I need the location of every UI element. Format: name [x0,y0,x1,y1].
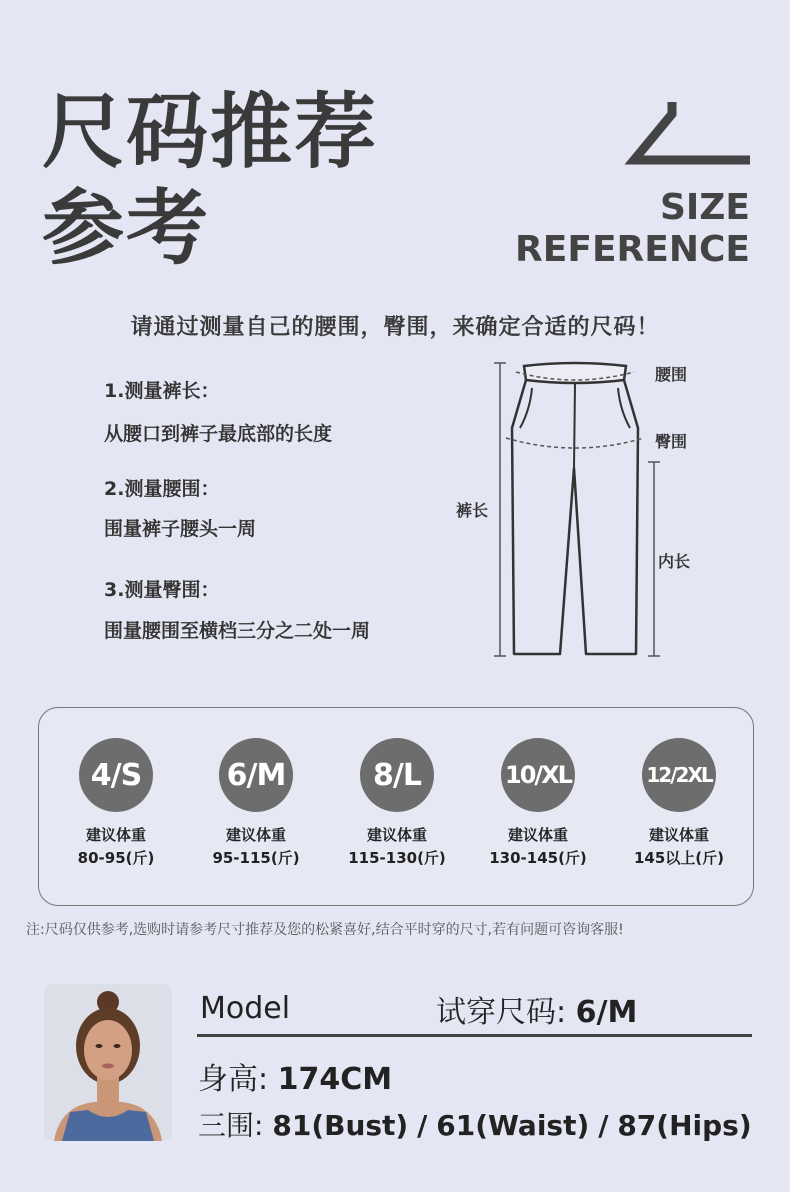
step-2-desc: 围量裤子腰头一周 [104,518,257,540]
height-row [198,1054,392,1098]
english-title-line1: SIZE [659,187,750,228]
disclaimer-note: 注:尺码仅供参考,选购时请参考尺寸推荐及您的松紧喜好,结合平时穿的尺寸,若有问题可咨询客服! [26,922,624,938]
hips-value: 87 [617,1109,657,1142]
measurements-label: 三围: [198,1109,264,1142]
model-label: Model [200,991,291,1026]
size-item [46,738,186,869]
page-title: 尺码推荐 [42,85,379,180]
intro-text: 请通过测量自己的腰围，臀围，来确定合适的尺码！ [130,315,660,340]
bust-unit: (Bust) [311,1109,409,1142]
model-photo [44,984,172,1141]
size-item [468,738,608,869]
weight-range: 80-95(斤) [77,848,155,867]
measurements-row [198,1104,752,1144]
weight-label: 建议体重 [85,826,146,844]
size-badge: 6/M [219,738,293,812]
weight-range: 115-130(斤) [348,848,446,867]
hip-label: 臀围 [655,432,688,451]
bust-value: 81 [272,1109,312,1142]
weight-label: 建议体重 [648,826,709,844]
size-item [327,738,467,869]
try-size-row [436,987,637,1031]
hips-unit: (Hips) [656,1109,752,1142]
height-value: 174CM [277,1062,393,1097]
decorative-hook-icon [620,100,755,170]
waist-value: 61 [436,1109,476,1142]
weight-label: 建议体重 [366,826,427,844]
step-2-heading: 2.测量腰围： [104,478,220,500]
step-1-heading: 1.测量裤长： [104,380,220,402]
length-label: 裤长 [456,501,489,520]
size-badge: 12/2XL [642,738,716,812]
pants-diagram [490,358,670,663]
separator: / [598,1109,609,1142]
page-title-line2: 参考 [42,181,211,276]
size-item [186,738,326,869]
step-3-heading: 3.测量臀围： [104,579,220,601]
step-3-desc: 围量腰围至横档三分之二处一周 [104,620,371,642]
weight-range: 95-115(斤) [212,848,300,867]
weight-label: 建议体重 [507,826,568,844]
try-size-value: 6/M [575,995,638,1030]
inseam-label: 内长 [658,552,691,571]
english-title-line2: REFERENCE [515,229,750,270]
model-portrait-icon [44,984,172,1141]
size-badge: 4/S [79,738,153,812]
weight-label: 建议体重 [225,826,286,844]
size-panel [38,707,754,906]
waist-unit: (Waist) [475,1109,590,1142]
divider [197,1034,752,1037]
try-size-label: 试穿尺码: [436,995,567,1030]
separator: / [417,1109,428,1142]
step-1-desc: 从腰口到裤子最底部的长度 [104,423,333,445]
height-label: 身高: [198,1062,269,1097]
size-badge: 10/XL [501,738,575,812]
size-item [609,738,749,869]
waist-label: 腰围 [655,365,688,384]
weight-range: 130-145(斤) [489,848,587,867]
size-badge: 8/L [360,738,434,812]
weight-range: 145以上(斤) [633,848,725,867]
